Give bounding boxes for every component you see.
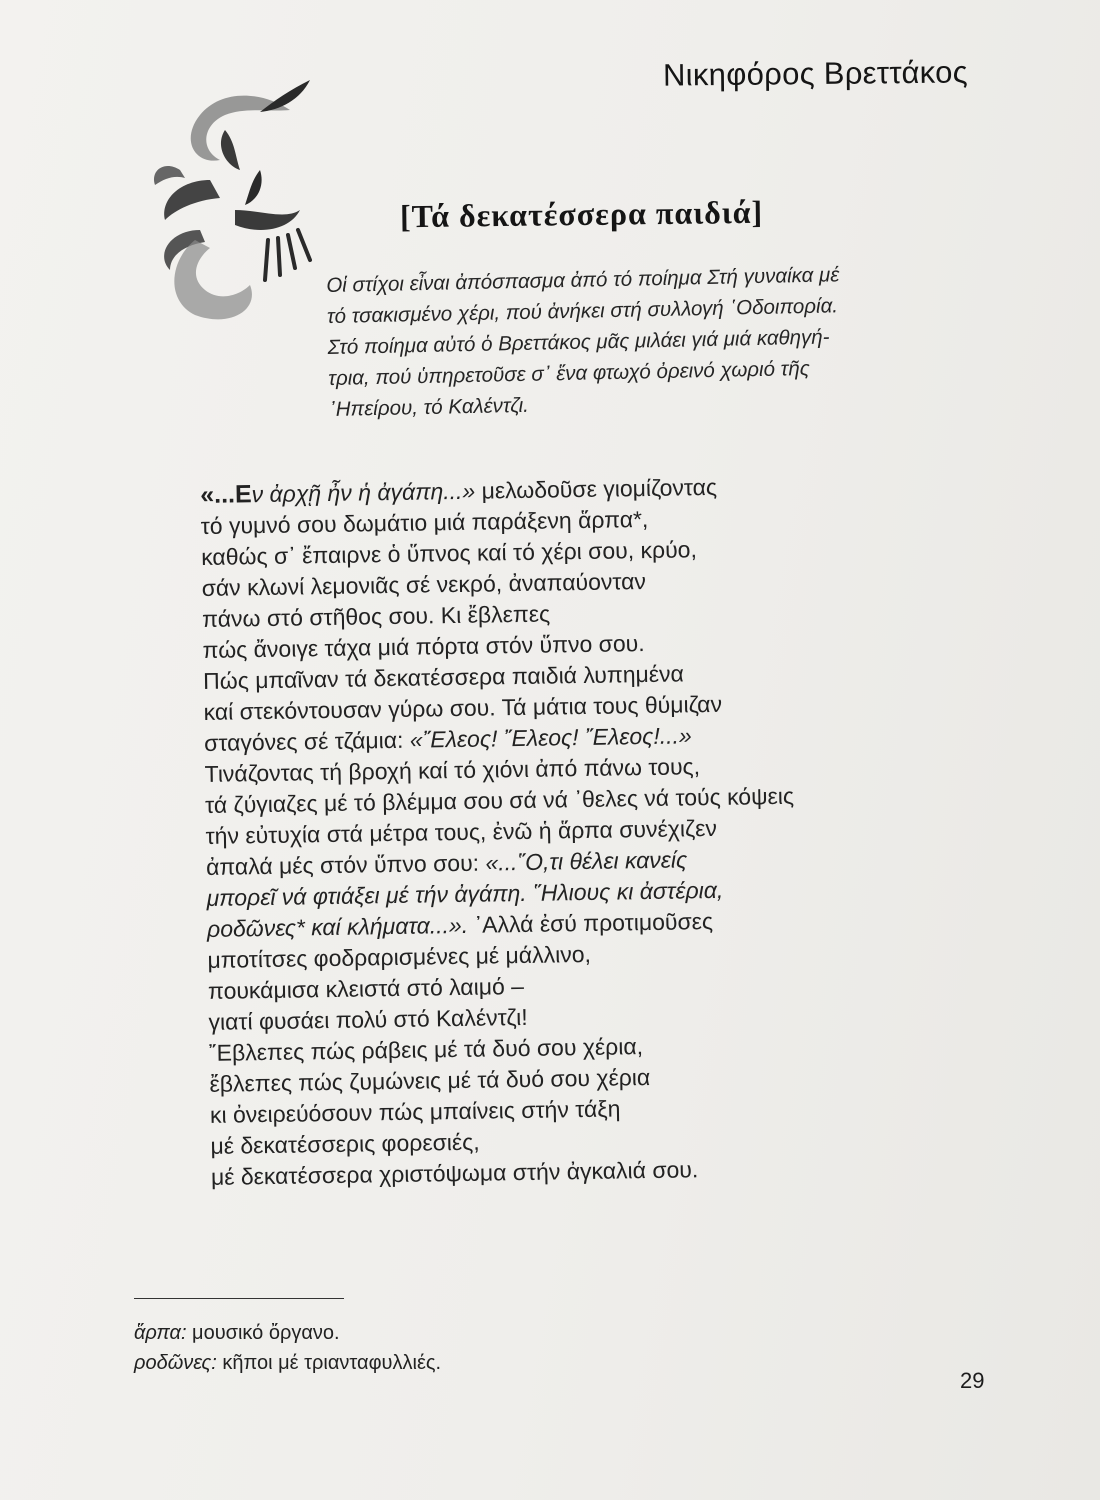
poem-line: μποτίτσες φοδραρισμένες μέ μάλλινο, — [207, 940, 592, 973]
footnote — [134, 1348, 441, 1378]
intro-line: τρια, πού ὑπηρετοῦσε σ᾽ ἕνα φτωχό ὀρεινό χωριό τῆς — [328, 356, 810, 390]
poem-line: Πώς μπαῖναν τά δεκατέσσερα παιδιά λυπημένα — [202, 660, 685, 694]
intro-line: Στό ποίημα αὐτό ὁ Βρεττάκος μᾶς μιλάει γιά μιά καθηγή- — [327, 325, 830, 359]
intro-line: ᾽Ηπείρου, τό Καλέντζι. — [328, 393, 530, 421]
poem-line: μέ δεκατέσσερις φορεσιές, — [210, 1128, 480, 1159]
poem-initial: «...Ε — [200, 480, 252, 509]
poem-italic-quote: ροδῶνες* καί κλήματα...». — [206, 911, 469, 942]
poem-line: πουκάμισα κλειστά στό λαιμό – — [207, 972, 525, 1004]
poem-italic-quote: «...῞Ο,τι θέλει κανείς — [485, 846, 688, 876]
footnote-term: ροδῶνες: — [134, 1352, 217, 1374]
footnotes — [134, 1318, 441, 1378]
poem-line: πάνω στό στῆθος σου. Κι ἔβλεπες — [201, 600, 551, 632]
poem-line: Τινάζοντας τή βροχή καί τό χιόνι ἀπό πάνω τους, — [204, 753, 701, 787]
poem-line: ἔβλεπες πώς ζυμώνεις μέ τά δυό σου χέρια — [209, 1064, 651, 1097]
poem-line: κι ὀνειρεύόσουν πώς μπαίνεις στήν τάξη — [209, 1095, 621, 1128]
poem-line: καθώς σ᾽ ἔπαιρνε ὁ ὕπνος καί τό χέρι σου, κρύο, — [201, 536, 698, 570]
poem-text: ᾽Αλλά ἐσύ προτιμοῦσες — [467, 907, 714, 938]
poem-italic-quote: ν ἀρχῇ ἦν ἡ ἀγάπη...» — [251, 477, 476, 508]
poem-text: σταγόνες σέ τζάμια: — [203, 726, 411, 756]
poem-line: τήν εὐτυχία στά μέτρα τους, ἐνῶ ἡ ἅρπα συνέχιζεν — [205, 814, 718, 849]
poem-line: μπορεῖ νά φτιάξει μέ τήν ἀγάπη. ῞Ηλιους κι ἀστέρια, — [206, 876, 724, 911]
footnote-definition: μουσικό ὄργανο. — [186, 1322, 340, 1344]
poem-line: καί στεκόντουσαν γύρω σου. Τά μάτια τους θύμιζαν — [203, 690, 723, 725]
footnote-term: ἅρπα: — [134, 1322, 187, 1344]
page-number: 29 — [960, 1368, 985, 1393]
footnote — [134, 1318, 441, 1348]
poem-italic-quote: «῎Ελεος! ῎Ελεος! ῎Ελεος!...» — [409, 722, 692, 753]
poem-line: πώς ἄνοιγε τάχα μιά πόρτα στόν ὕπνο σου. — [202, 630, 645, 663]
poem-text: ἀπαλά μές στόν ὕπνο σου: — [205, 849, 486, 880]
intro-paragraph — [326, 256, 979, 425]
author-name: Νικηφόρος Βρεττάκος — [662, 54, 969, 93]
floral-ornament-icon — [140, 70, 320, 330]
footnote-divider — [134, 1298, 344, 1299]
poem-line: ῎Εβλεπες πώς ράβεις μέ τά δυό σου χέρια, — [208, 1033, 644, 1066]
poem-body — [200, 468, 971, 1193]
footnote-definition: κῆποι μέ τριανταφυλλιές. — [216, 1352, 442, 1374]
poem-line: σάν κλωνί λεμονιᾶς σέ νεκρό, ἀναπαύονταν — [201, 568, 647, 601]
poem-line: τό γυμνό σου δωμάτιο μιά παράξενη ἅρπα*, — [200, 505, 649, 539]
poem-line: μέ δεκατέσσερα χριστόψωμα στήν ἀγκαλιά σου. — [210, 1156, 699, 1190]
poem-title: [Τά δεκατέσσερα παιδιά] — [399, 193, 764, 235]
poem-line: γιατί φυσάει πολύ στό Καλέντζι! — [208, 1003, 528, 1035]
poem-text: μελωδοῦσε γιομίζοντας — [475, 473, 718, 504]
poem-line: τά ζύγιαζες μέ τό βλέμμα σου σά νά ᾽θελες νά τούς κόψεις — [204, 782, 795, 818]
intro-line: τό τσακισμένο χέρι, πού ἀνήκει στή συλλογή ῾Οδοιπορία. — [326, 294, 839, 328]
intro-line: Οἱ στίχοι εἶναι ἀπόσπασμα ἀπό τό ποίημα Στή γυναίκα μέ — [326, 263, 840, 297]
